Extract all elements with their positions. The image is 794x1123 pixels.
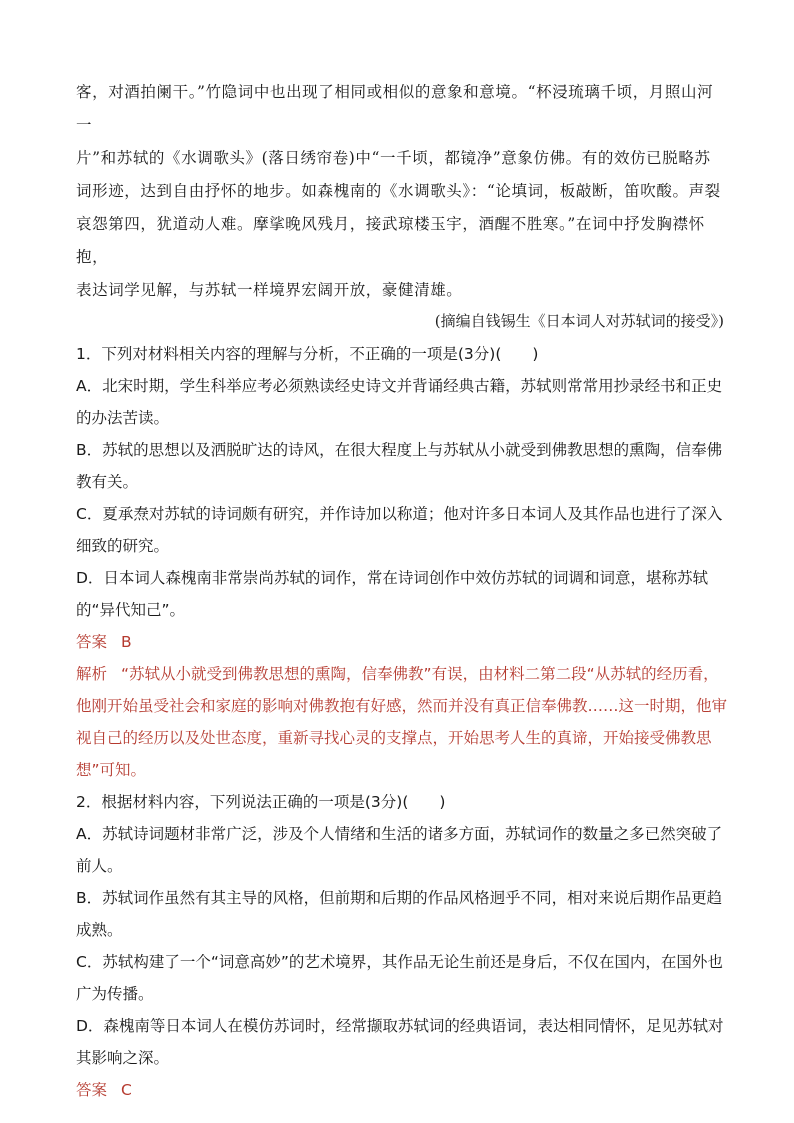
answer-line (76, 1074, 728, 1106)
answer-label: 答案 (76, 1081, 108, 1099)
passage-source: (摘编自钱锡生《日本词人对苏轼词的接受》) (434, 312, 724, 330)
passage-line: 哀怨第四，犹道动人难。摩挲晚风残月，接武琼楼玉宇，酒醒不胜寒。”在词中抒发胸襟怀抱， (76, 215, 705, 266)
answer-value: C (121, 1081, 132, 1099)
reading-passage (76, 76, 728, 307)
option-c: C．夏承焘对苏轼的诗词颇有研究，并作诗加以称道；他对许多日本词人及其作品也进行了深入细致的研究。 (76, 505, 723, 555)
option-d: D．森槐南等日本词人在模仿苏词时，经常撷取苏轼词的经典语词，表达相同情怀，足见苏轼对其影响之深。 (76, 1017, 724, 1067)
passage-line: 表达词学见解，与苏轼一样境界宏阔开放，豪健清雄。 (76, 281, 463, 299)
answer-label: 答案 (76, 633, 108, 651)
page-content (76, 76, 728, 1106)
option-a: A．苏轼诗词题材非常广泛，涉及个人情绪和生活的诸多方面，苏轼词作的数量之多已然突破了前人。 (76, 825, 723, 875)
option-b: B．苏轼的思想以及洒脱旷达的诗风，在很大程度上与苏轼从小就受到佛教思想的熏陶，信奉佛教有关。 (76, 441, 723, 491)
passage-line: 片”和苏轼的《水调歌头》(落日绣帘卷)中“一千顷，都镜净”意象仿佛。有的效仿已脱略苏 (76, 149, 711, 167)
option-a: A．北宋时期，学生科举应考必须熟读经史诗文并背诵经典古籍，苏轼则常常用抄录经书和正史的办法苦读。 (76, 377, 723, 427)
passage-line: 客，对酒拍阑干。”竹隐词中也出现了相同或相似的意象和意境。“杯浸琉璃千顷，月照山河一 (76, 83, 714, 134)
question-2 (76, 786, 728, 1106)
analysis-text: “苏轼从小就受到佛教思想的熏陶，信奉佛教”有误，由材料二第二段“从苏轼的经历看，他刚开始虽受社会和家庭的影响对佛教抱有好感，然而并没有真正信奉佛教……这一时期，他审视自己的经历以及处世态度，重新寻找心灵的支撑点，开始思考人生的真谛，开始接受佛教思想”可知。 (76, 665, 728, 779)
option-d: D．日本词人森槐南非常崇尚苏轼的词作，常在诗词创作中效仿苏轼的词调和词意，堪称苏轼的“异代知己”。 (76, 569, 708, 619)
question-stem: 2．根据材料内容，下列说法正确的一项是(3分)( ) (76, 793, 446, 811)
answer-value: B (121, 633, 132, 651)
question-stem: 1．下列对材料相关内容的理解与分析，不正确的一项是(3分)( ) (76, 345, 539, 363)
passage-line: 词形迹，达到自由抒怀的地步。如森槐南的《水调歌头》：“论填词，板敲断，笛吹酸。声裂 (76, 182, 721, 200)
answer-line (76, 626, 728, 658)
option-b: B．苏轼词作虽然有其主导的风格，但前期和后期的作品风格迥乎不同，相对来说后期作品更趋成熟。 (76, 889, 723, 939)
analysis-paragraph (76, 658, 728, 786)
analysis-label: 解析 (76, 665, 108, 683)
option-c: C．苏轼构建了一个“词意高妙”的艺术境界，其作品无论生前还是身后，不仅在国内，在国外也广为传播。 (76, 953, 723, 1003)
question-1 (76, 338, 728, 786)
